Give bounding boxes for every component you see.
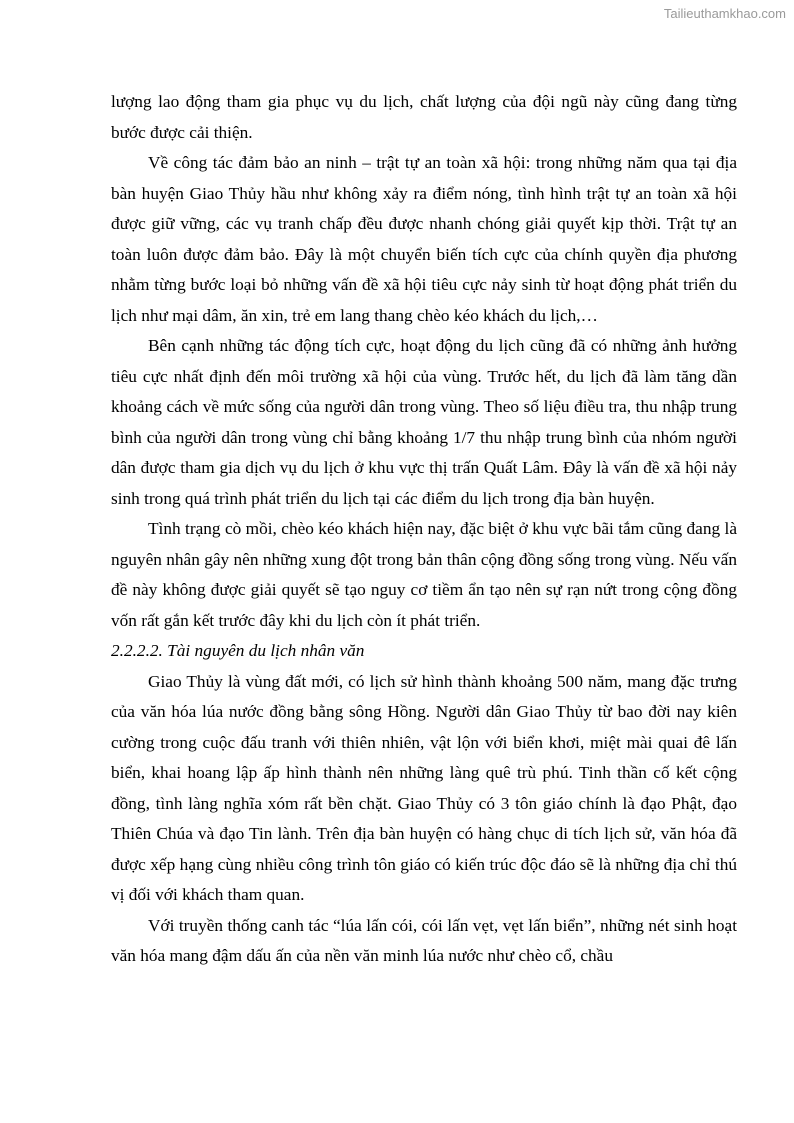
paragraph-tradition: Với truyền thống canh tác “lúa lấn cói, cói lấn vẹt, vẹt lấn biển”, những nét sinh hoạt văn hóa mang đậm dấu ấn của nền văn minh lúa nước như chèo cổ, chầu: [111, 915, 737, 965]
paragraph-continuation: lượng lao động tham gia phục vụ du lịch, chất lượng của đội ngũ này cũng đang từng bước được cải thiện.: [111, 92, 737, 142]
paragraph-touting: Tình trạng cò mồi, chèo kéo khách hiện nay, đặc biệt ở khu vực bãi tắm cũng đang là nguyên nhân gây nên những xung đột trong bản thân cộng đồng sống trong vùng. Nếu vấn đề này không được giải quyết sẽ tạo nguy cơ tiềm ẩn tạo nên sự rạn nứt trong cộng đồng vốn rất gắn kết trước đây khi du lịch còn ít phát triển.: [111, 519, 737, 630]
paragraph-security: Về công tác đảm bảo an ninh – trật tự an toàn xã hội: trong những năm qua tại địa bàn huyện Giao Thủy hầu như không xảy ra điểm nóng, tình hình trật tự an toàn xã hội được giữ vững, các vụ tranh chấp đều được nhanh chóng giải quyết kịp thời. Trật tự an toàn luôn được đảm bảo. Đây là một chuyển biến tích cực của chính quyền địa phương nhằm từng bước loại bỏ những vấn đề xã hội tiêu cực nảy sinh từ hoạt động phát triển du lịch như mại dâm, ăn xin, trẻ em lang thang chèo kéo khách du lịch,…: [111, 153, 737, 325]
section-heading: 2.2.2.2. Tài nguyên du lịch nhân văn: [111, 641, 365, 660]
document-body: [111, 87, 737, 972]
paragraph-negative-impacts: Bên cạnh những tác động tích cực, hoạt động du lịch cũng đã có những ảnh hưởng tiêu cực nhất định đến môi trường xã hội của vùng. Trước hết, du lịch đã làm tăng dần khoảng cách về mức sống của người dân trong vùng. Theo số liệu điều tra, thu nhập trung bình của người dân trong vùng chỉ bằng khoảng 1/7 thu nhập trung bình của nhóm người dân được tham gia dịch vụ du lịch ở khu vực thị trấn Quất Lâm. Đây là vấn đề xã hội nảy sinh trong quá trình phát triển du lịch tại các điểm du lịch trong địa bàn huyện.: [111, 336, 737, 508]
watermark-text: Tailieuthamkhao.com: [663, 6, 786, 21]
paragraph-giao-thuy-history: Giao Thủy là vùng đất mới, có lịch sử hình thành khoảng 500 năm, mang đặc trưng của văn hóa lúa nước đồng bằng sông Hồng. Người dân Giao Thủy từ bao đời nay kiên cường trong cuộc đấu tranh với thiên nhiên, vật lộn với biển khơi, miệt mài quai đê lấn biển, khai hoang lập ấp hình thành nên những làng quê trù phú. Tinh thần cố kết cộng đồng, tình làng nghĩa xóm rất bền chặt. Giao Thủy có 3 tôn giáo chính là đạo Phật, đạo Thiên Chúa và đạo Tin lành. Trên địa bàn huyện có hàng chục di tích lịch sử, văn hóa đã được xếp hạng cùng nhiều công trình tôn giáo có kiến trúc độc đáo sẽ là những địa chỉ thú vị đối với khách tham quan.: [111, 671, 737, 904]
